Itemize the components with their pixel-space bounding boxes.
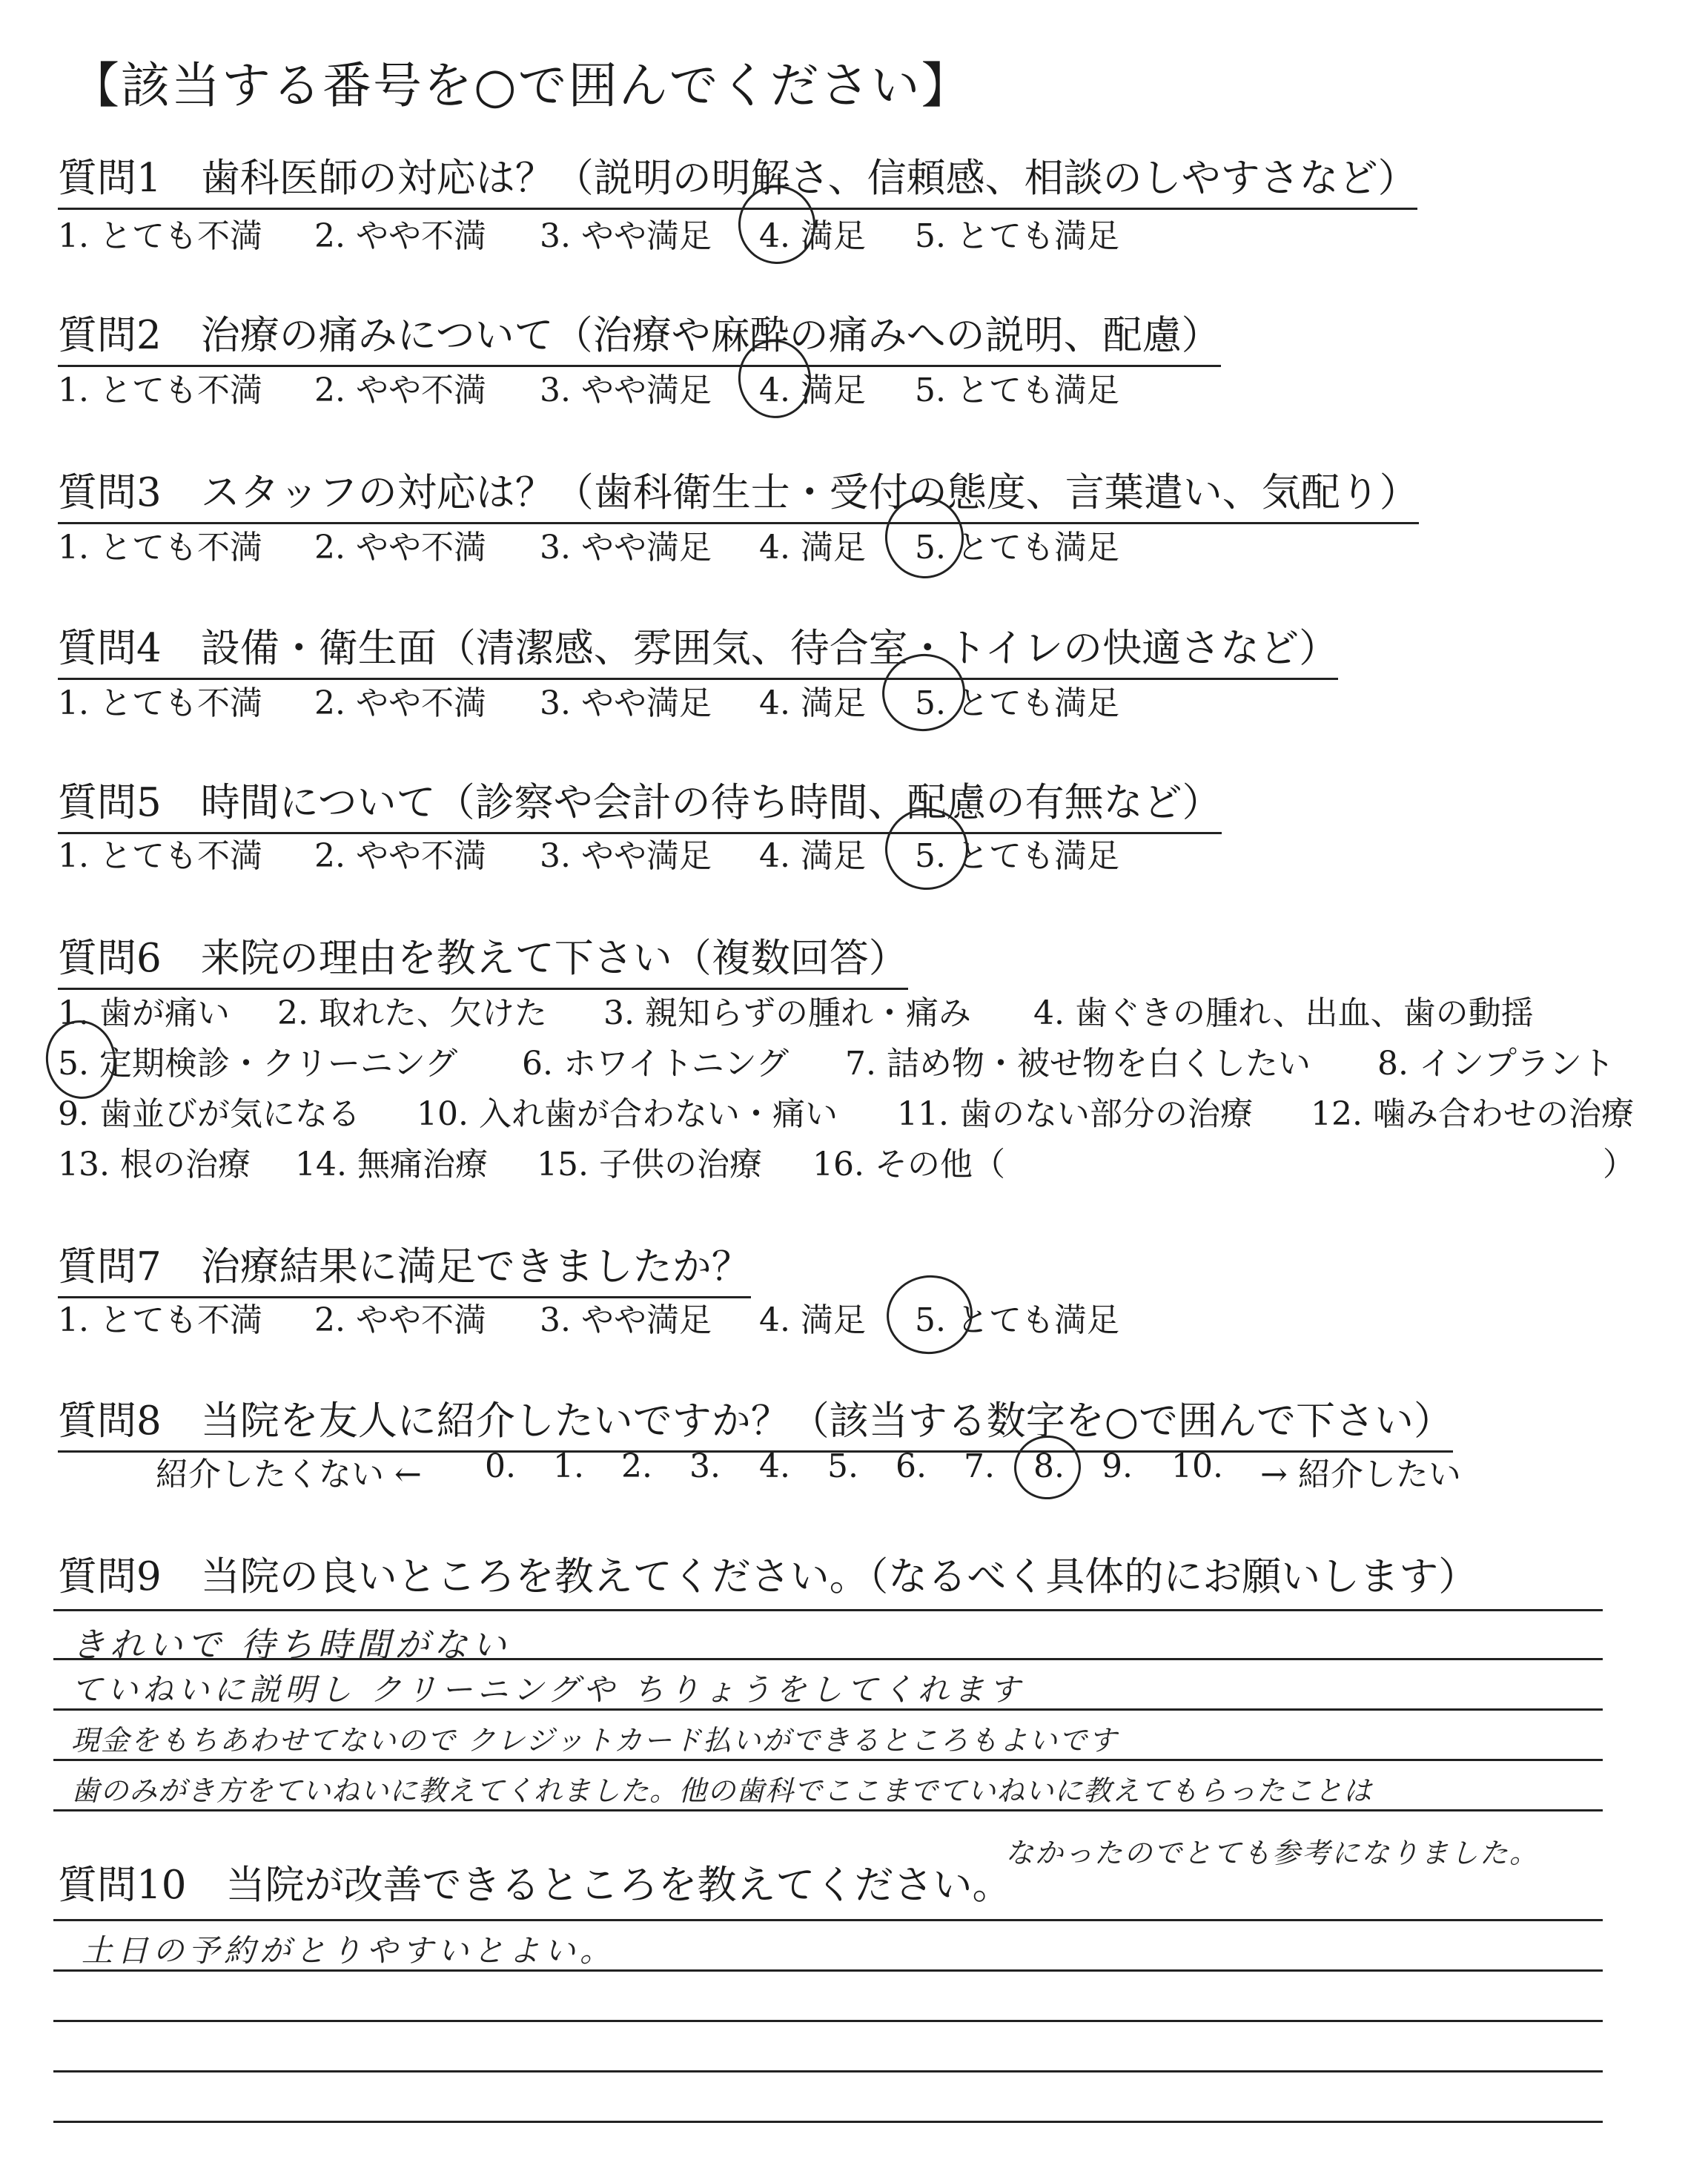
q7-option-2[interactable]: 2. やや不満: [314, 1301, 486, 1339]
page-title: 【該当する番号を○で囲んでください】: [70, 57, 972, 114]
q6-option-9[interactable]: 9. 歯並びが気になる: [58, 1095, 360, 1133]
question-8-label: 質問8 当院を友人に紹介したいですか？（該当する数字を○で囲んで下さい）: [58, 1390, 1453, 1453]
q6-option-4[interactable]: 4. 歯ぐきの腫れ、出血、歯の動揺: [1033, 994, 1534, 1032]
q1-option-3[interactable]: 3. やや満足: [540, 217, 712, 255]
q8-option-3[interactable]: 3.: [689, 1447, 721, 1485]
q3-option-2[interactable]: 2. やや不満: [314, 529, 486, 567]
question-7-options: [58, 1293, 1244, 1338]
question-3-label: 質問3 スタッフの対応は？（歯科衛生士・受付の態度、言葉遣い、気配り）: [58, 461, 1419, 524]
q9-answer-3: 現金をもちあわせてないので クレジットカード払いができるところもよいです: [71, 1724, 1118, 1757]
question-1-label: 質問1 歯科医師の対応は？（説明の明解さ、信頼感、相談のしやすさなど）: [58, 147, 1417, 210]
q1-option-4[interactable]: 4. 満足: [759, 217, 866, 255]
q3-option-5[interactable]: 5. とても満足: [915, 529, 1119, 567]
q8-right-label: → 紹介したい: [1260, 1456, 1461, 1493]
q6-option-5[interactable]: 5. 定期検診・クリーニング: [58, 1045, 458, 1083]
q8-option-6[interactable]: 6.: [896, 1447, 927, 1485]
q4-option-5[interactable]: 5. とても満足: [915, 684, 1119, 722]
question-3-options: [58, 521, 1244, 565]
q6-option-15[interactable]: 15. 子供の治療: [537, 1146, 762, 1183]
q2-option-5[interactable]: 5. とても満足: [915, 371, 1119, 409]
q8-option-7[interactable]: 7.: [964, 1447, 995, 1485]
q8-option-4[interactable]: 4.: [759, 1447, 790, 1485]
question-7-label: 質問7 治療結果に満足できましたか？: [58, 1235, 751, 1298]
q3-option-3[interactable]: 3. やや満足: [540, 529, 712, 567]
q6-option-3[interactable]: 3. 親知らずの腫れ・痛み: [603, 994, 971, 1032]
q7-selection-circle: [881, 1269, 978, 1359]
question-8-scale: [156, 1447, 1564, 1492]
q3-option-4[interactable]: 4. 満足: [759, 529, 866, 567]
q8-option-10[interactable]: 10.: [1171, 1447, 1223, 1485]
q2-option-4[interactable]: 4. 満足: [759, 371, 866, 409]
question-9-label: 質問9 当院の良いところを教えてください。（なるべく具体的にお願いします）: [58, 1554, 1478, 1599]
question-5-label: 質問5 時間について（診察や会計の待ち時間、配慮の有無など）: [58, 771, 1222, 834]
question-6-label: 質問6 来院の理由を教えて下さい（複数回答）: [58, 927, 908, 990]
q8-option-5[interactable]: 5.: [827, 1447, 858, 1485]
q1-option-5[interactable]: 5. とても満足: [915, 217, 1119, 255]
question-2-label: 質問2 治療の痛みについて（治療や麻酔の痛みへの説明、配慮）: [58, 304, 1221, 367]
q2-option-2[interactable]: 2. やや不満: [314, 371, 486, 409]
q5-option-3[interactable]: 3. やや満足: [540, 837, 712, 875]
q6-row-2: [58, 1037, 1674, 1081]
q8-left-label: 紹介したくない ←: [156, 1456, 422, 1493]
question-4-label: 質問4 設備・衛生面（清潔感、雰囲気、待合室・トイレの快適さなど）: [58, 617, 1338, 680]
q7-option-5[interactable]: 5. とても満足: [915, 1301, 1119, 1339]
q7-option-1[interactable]: 1. とても不満: [58, 1301, 262, 1339]
q1-option-2[interactable]: 2. やや不満: [314, 217, 486, 255]
q8-option-1[interactable]: 1.: [553, 1447, 584, 1485]
q6-row-1: [58, 986, 1674, 1031]
q9-answer-4: 歯のみがき方をていねいに教えてくれました。他の歯科でここまでていねいに教えてもらったことは: [71, 1774, 1373, 1807]
q5-option-5[interactable]: 5. とても満足: [915, 837, 1119, 875]
question-1-options: [58, 209, 1244, 254]
q5-option-2[interactable]: 2. やや不満: [314, 837, 486, 875]
q1-option-1[interactable]: 1. とても不満: [58, 217, 262, 255]
q2-option-3[interactable]: 3. やや満足: [540, 371, 712, 409]
q10-answer-line-5: [53, 2121, 1603, 2123]
q8-option-8[interactable]: 8.: [1033, 1447, 1065, 1485]
q5-option-1[interactable]: 1. とても不満: [58, 837, 262, 875]
question-10-label: 質問10 当院が改善できるところを教えてください。: [58, 1863, 1012, 1908]
q6-option-11[interactable]: 11. 歯のない部分の治療: [897, 1095, 1253, 1133]
q3-option-1[interactable]: 1. とても不満: [58, 529, 262, 567]
q9-answer-1: きれいで 待ち時間がない: [71, 1625, 511, 1665]
q9-answer-line-4: [53, 1759, 1603, 1761]
q6-row-3: [58, 1087, 1674, 1132]
q6-option-10[interactable]: 10. 入れ歯が合わない・痛い: [417, 1095, 838, 1133]
q6-option-6[interactable]: 6. ホワイトニング: [522, 1045, 790, 1083]
q9-answer-2: ていねいに説明し クリーニングや ちりょうをしてくれます: [71, 1671, 1025, 1708]
q6-option-16[interactable]: 16. その他（: [812, 1146, 1005, 1183]
q6-option-12[interactable]: 12. 噛み合わせの治療: [1311, 1095, 1634, 1133]
q10-answer-line-1: [53, 1919, 1603, 1921]
q9-answer-line-1: [53, 1609, 1603, 1611]
question-5-options: [58, 829, 1244, 873]
q4-option-1[interactable]: 1. とても不満: [58, 684, 262, 722]
q7-option-4[interactable]: 4. 満足: [759, 1301, 866, 1339]
q8-option-0[interactable]: 0.: [485, 1447, 516, 1485]
q10-answer-line-4: [53, 2070, 1603, 2073]
q4-option-3[interactable]: 3. やや満足: [540, 684, 712, 722]
q6-option-13[interactable]: 13. 根の治療: [58, 1146, 251, 1183]
q8-option-9[interactable]: 9.: [1102, 1447, 1133, 1485]
q6-other-close: ）: [1603, 1146, 1635, 1183]
q10-answer-1: 土日の予約がとりやすいとよい。: [82, 1932, 616, 1969]
q6-option-8[interactable]: 8. インプラント: [1377, 1045, 1615, 1083]
q7-option-3[interactable]: 3. やや満足: [540, 1301, 712, 1339]
q6-option-7[interactable]: 7. 詰め物・被せ物を白くしたい: [845, 1045, 1311, 1083]
q8-option-2[interactable]: 2.: [621, 1447, 652, 1485]
q6-row-4: [58, 1137, 1674, 1182]
q6-option-1[interactable]: 1. 歯が痛い: [58, 994, 230, 1032]
q5-option-4[interactable]: 4. 満足: [759, 837, 866, 875]
q9-answer-line-5: [53, 1809, 1603, 1811]
q6-option-2[interactable]: 2. 取れた、欠けた: [277, 994, 547, 1032]
q6-option-14[interactable]: 14. 無痛治療: [295, 1146, 488, 1183]
q4-option-4[interactable]: 4. 満足: [759, 684, 866, 722]
q4-option-2[interactable]: 2. やや不満: [314, 684, 486, 722]
question-2-options: [58, 363, 1244, 408]
q2-option-1[interactable]: 1. とても不満: [58, 371, 262, 409]
q9-answer-5: なかったのでとても参考になりました。: [1005, 1837, 1540, 1869]
question-4-options: [58, 676, 1244, 721]
q10-answer-line-3: [53, 2020, 1603, 2022]
